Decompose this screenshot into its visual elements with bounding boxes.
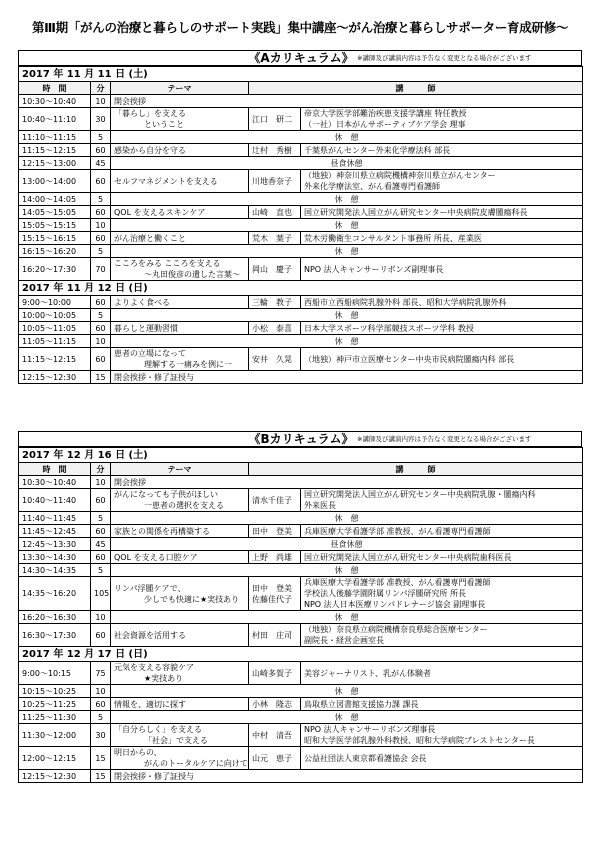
lecturer-name: 三輪 教子	[252, 297, 292, 307]
minutes-cell: 5	[91, 564, 111, 577]
minutes-cell: 15	[91, 770, 111, 783]
theme-cell	[111, 322, 249, 335]
lecturer-name-cell	[249, 108, 301, 131]
schedule-row	[19, 724, 583, 747]
theme-line: ★実技あり	[144, 674, 184, 683]
lecturer-name: 江口 研二	[252, 114, 292, 124]
minutes-cell: 5	[91, 512, 111, 525]
theme-line: 一患者の選択を支える	[144, 501, 224, 510]
minutes-cell: 75	[91, 662, 111, 685]
affiliation-cell	[301, 698, 583, 711]
minutes-cell: 45	[91, 157, 111, 170]
theme-line: 「自分らしく」を支える	[114, 725, 202, 734]
affiliation-line: NPO 法人日本医療リンパドレナージ協会 副理事長	[304, 600, 486, 609]
lecturer-name-cell	[249, 525, 301, 538]
minutes-cell: 60	[91, 698, 111, 711]
affiliation-cell	[301, 322, 583, 335]
lecturer-name-cell	[249, 489, 301, 512]
minutes-cell: 60	[91, 348, 111, 371]
day-date: 2017 年 12 月 17 日 (日)	[19, 647, 583, 662]
schedule-table-a	[18, 66, 583, 384]
theme-line: がんになっても子供がほしい	[114, 490, 218, 499]
affiliation-cell	[301, 525, 583, 538]
affiliation-line: 荒木労働衛生コンサルタント事務所 所長、産業医	[304, 233, 482, 243]
time-cell: 10:25〜11:25	[19, 698, 91, 711]
theme-line: 感染から自分を守る	[114, 145, 186, 155]
theme-line: QOL を支えるスキンケア	[114, 207, 206, 217]
theme-cell	[111, 770, 583, 783]
affiliation-line: 兵庫医療大学看護学部 准教授、がん看護専門看護師	[304, 578, 491, 587]
schedule-row	[19, 108, 583, 131]
theme-line: 元気を支える容貌ケア	[114, 663, 194, 672]
time-cell: 12:00〜12:15	[19, 747, 91, 770]
lecturer-name-cell	[249, 724, 301, 747]
minutes-cell: 5	[91, 245, 111, 258]
theme-cell	[111, 108, 249, 131]
col-header-lecturer: 講 師	[249, 463, 583, 476]
curriculum-b-banner	[18, 431, 582, 447]
schedule-row	[19, 711, 583, 724]
break-cell: 休 憩	[111, 193, 583, 206]
affiliation-cell	[301, 551, 583, 564]
theme-line: がんのトータルケアに向けて	[144, 759, 248, 768]
theme-line: がん治療と働くこと	[114, 233, 186, 243]
schedule-row	[19, 232, 583, 245]
time-cell: 12:15〜12:30	[19, 371, 91, 384]
time-cell: 13:30〜14:30	[19, 551, 91, 564]
break-cell: 休 憩	[111, 219, 583, 232]
theme-line: 開会挨拶	[114, 477, 146, 487]
minutes-cell: 5	[91, 131, 111, 144]
affiliation-line: 鳥取県立図書館支援協力課 課長	[304, 699, 419, 709]
affiliation-line: 外来医長	[304, 501, 336, 510]
curriculum-name: 《Aカリキュラム》	[248, 51, 354, 65]
time-cell: 16:15〜16:20	[19, 245, 91, 258]
affiliation-cell	[301, 108, 583, 131]
affiliation-cell	[301, 170, 583, 193]
affiliation-line: 国立研究開発法人国立がん研究センター中央病院皮膚腫瘍科長	[304, 207, 528, 217]
minutes-cell: 15	[91, 747, 111, 770]
theme-line: 患者の立場になって	[114, 349, 186, 358]
header-row	[19, 82, 583, 95]
minutes-cell: 45	[91, 538, 111, 551]
col-header-time: 時 間	[19, 463, 91, 476]
time-cell: 10:40〜11:40	[19, 489, 91, 512]
affiliation-cell	[301, 232, 583, 245]
minutes-cell: 30	[91, 108, 111, 131]
theme-line: 「暮らし」を支える	[114, 109, 186, 118]
schedule-row	[19, 371, 583, 384]
schedule-row	[19, 564, 583, 577]
col-header-time: 時 間	[19, 82, 91, 95]
lecturer-name-cell	[249, 698, 301, 711]
lecturer-name: 佐藤佳代子	[252, 594, 292, 604]
break-cell: 休 憩	[111, 564, 583, 577]
time-cell: 10:15〜10:25	[19, 685, 91, 698]
theme-line: 開会挨拶	[114, 96, 146, 106]
affiliation-cell	[301, 348, 583, 371]
theme-cell	[111, 476, 583, 489]
schedule-row	[19, 611, 583, 624]
schedule-row	[19, 258, 583, 281]
minutes-cell: 60	[91, 489, 111, 512]
affiliation-line: 学校法人後藤学園附属リンパ浮腫研究所 所長	[304, 589, 466, 598]
theme-line: 少しでも快適に★実技あり	[144, 594, 240, 604]
schedule-row	[19, 157, 583, 170]
theme-line: 〜丸田俊彦の遺した言葉〜	[144, 270, 240, 279]
curriculum-a-banner	[18, 50, 582, 66]
lecturer-name: 辻村 秀樹	[252, 145, 292, 155]
schedule-row	[19, 193, 583, 206]
lecturer-name-cell	[249, 170, 301, 193]
lecturer-name: 山崎 直也	[252, 207, 292, 217]
time-cell: 11:25〜11:30	[19, 711, 91, 724]
date-row	[19, 647, 583, 662]
schedule-row	[19, 512, 583, 525]
theme-line: ということ	[144, 120, 184, 129]
affiliation-cell	[301, 296, 583, 309]
break-cell: 休 憩	[111, 245, 583, 258]
time-cell: 10:30〜10:40	[19, 95, 91, 108]
schedule-row	[19, 219, 583, 232]
minutes-cell: 60	[91, 296, 111, 309]
theme-line: 家族との関係を再構築する	[114, 526, 210, 536]
lecturer-name-cell	[249, 232, 301, 245]
minutes-cell: 10	[91, 335, 111, 348]
affiliation-line: （地独）奈良県立病院機構奈良県総合医療センター	[304, 625, 488, 634]
lecturer-name: 岡山 慶子	[252, 264, 292, 274]
time-cell: 10:05〜11:05	[19, 322, 91, 335]
time-cell: 14:05〜15:05	[19, 206, 91, 219]
lecturer-name-cell	[249, 747, 301, 770]
minutes-cell: 60	[91, 232, 111, 245]
time-cell: 12:15〜12:30	[19, 770, 91, 783]
theme-line: QOL を支える口腔ケア	[114, 552, 198, 562]
minutes-cell: 5	[91, 309, 111, 322]
schedule-row	[19, 577, 583, 611]
break-cell: 休 憩	[111, 335, 583, 348]
lecturer-name: 上野 尚雄	[252, 552, 292, 562]
day-date: 2017 年 11 月 12 日 (日)	[19, 281, 583, 296]
lecturer-name: 小松 泰喜	[252, 323, 292, 333]
theme-cell	[111, 258, 249, 281]
lecturer-name-cell	[249, 348, 301, 371]
schedule-row	[19, 747, 583, 770]
theme-cell	[111, 348, 249, 371]
time-cell: 15:05〜15:15	[19, 219, 91, 232]
affiliation-cell	[301, 258, 583, 281]
theme-cell	[111, 662, 249, 685]
lecturer-name: 安井 久晃	[252, 354, 292, 364]
affiliation-line: 国立研究開発法人国立がん研究センター中央病院乳腺・腫瘍内科	[304, 490, 536, 499]
affiliation-line: 兵庫医療大学看護学部 准教授、がん看護専門看護師	[304, 526, 491, 536]
time-cell: 16:20〜17:30	[19, 258, 91, 281]
break-cell: 休 憩	[111, 309, 583, 322]
day-date: 2017 年 12 月 16 日 (土)	[19, 448, 583, 463]
lecturer-name: 清水千佳子	[252, 495, 292, 505]
schedule-row	[19, 685, 583, 698]
schedule-row	[19, 245, 583, 258]
affiliation-line: （地独）神奈川県立病院機構神奈川県立がんセンター	[304, 171, 496, 180]
lecturer-name-cell	[249, 624, 301, 647]
lecturer-name: 山崎多賀子	[252, 668, 292, 678]
break-cell: 休 憩	[111, 611, 583, 624]
lecturer-name: 荒木 葉子	[252, 233, 292, 243]
affiliation-line: （地独）神戸市立医療センター中央市民病院腫瘍内科 部長	[304, 354, 515, 364]
theme-line: こころをみる こころを支える	[114, 259, 221, 268]
time-cell: 16:20〜16:30	[19, 611, 91, 624]
affiliation-line: NPO 法人キャンサーリボンズ理事長	[304, 725, 436, 734]
affiliation-line: 国立研究開発法人国立がん研究センター中央病院歯科医長	[304, 552, 512, 562]
lecturer-name-cell	[249, 322, 301, 335]
time-cell: 11:40〜11:45	[19, 512, 91, 525]
time-cell: 12:15〜13:00	[19, 157, 91, 170]
affiliation-cell	[301, 747, 583, 770]
day-date: 2017 年 11 月 11 日 (土)	[19, 67, 583, 82]
minutes-cell: 5	[91, 193, 111, 206]
minutes-cell: 10	[91, 685, 111, 698]
minutes-cell: 70	[91, 258, 111, 281]
schedule-table-b	[18, 447, 583, 783]
affiliation-line: 外来化学療法室、がん看護専門看護師	[304, 182, 440, 191]
theme-line: リンパ浮腫ケアで、	[114, 583, 186, 593]
date-row	[19, 281, 583, 296]
lecturer-name: 田中 登美	[252, 526, 292, 536]
schedule-row	[19, 489, 583, 512]
theme-cell	[111, 624, 249, 647]
affiliation-cell	[301, 724, 583, 747]
schedule-row	[19, 322, 583, 335]
curriculum-name: 《Bカリキュラム》	[248, 432, 354, 446]
affiliation-line: 副院長・経営企画室長	[304, 636, 384, 645]
affiliation-cell	[301, 624, 583, 647]
minutes-cell: 60	[91, 206, 111, 219]
lecturer-name-cell	[249, 258, 301, 281]
affiliation-line: 公益社団法人東京都看護協会 会長	[304, 753, 427, 763]
affiliation-line: 美容ジャーナリスト、乳がん体験者	[304, 668, 431, 678]
time-cell: 11:45〜12:45	[19, 525, 91, 538]
schedule-row	[19, 309, 583, 322]
minutes-cell: 30	[91, 724, 111, 747]
time-cell: 10:40〜11:10	[19, 108, 91, 131]
minutes-cell: 10	[91, 476, 111, 489]
col-header-theme: テーマ	[111, 82, 249, 95]
theme-line: 閉会挨拶・修了証授与	[114, 771, 194, 781]
lecturer-name: 山元 恵子	[252, 753, 292, 763]
affiliation-line: 日本大学スポーツ科学部競技スポーツ学科 教授	[304, 323, 474, 333]
minutes-cell: 60	[91, 551, 111, 564]
lecturer-name-cell	[249, 577, 301, 611]
lecturer-name: 小林 隆志	[252, 699, 292, 709]
schedule-row	[19, 95, 583, 108]
theme-line: 閉会挨拶・修了証授与	[114, 372, 194, 382]
theme-cell	[111, 551, 249, 564]
time-cell: 11:15〜12:15	[19, 348, 91, 371]
affiliation-cell	[301, 206, 583, 219]
time-cell: 15:15〜16:15	[19, 232, 91, 245]
schedule-row	[19, 551, 583, 564]
col-header-lecturer: 講 師	[249, 82, 583, 95]
col-header-minutes: 分	[91, 463, 111, 476]
time-cell: 14:35〜16:20	[19, 577, 91, 611]
theme-line: 明日からの、	[114, 748, 162, 757]
lecturer-name: 川地香奈子	[252, 176, 292, 186]
affiliation-line: 西船市立西船病院乳腺外科 部長、昭和大学病院乳腺外科	[304, 297, 507, 307]
break-cell: 休 憩	[111, 711, 583, 724]
affiliation-cell	[301, 662, 583, 685]
lecturer-name-cell	[249, 296, 301, 309]
theme-cell	[111, 724, 249, 747]
affiliation-line: NPO 法人キャンサーリボンズ副理事長	[304, 264, 444, 274]
lecturer-name-cell	[249, 206, 301, 219]
time-cell: 14:00〜14:05	[19, 193, 91, 206]
header-row	[19, 463, 583, 476]
affiliation-line: 千葉県がんセンター外来化学療法科 部長	[304, 145, 451, 155]
lecturer-name: 田中 登美	[252, 583, 292, 593]
lecturer-name-cell	[249, 662, 301, 685]
schedule-row	[19, 770, 583, 783]
schedule-row	[19, 662, 583, 685]
schedule-row	[19, 525, 583, 538]
schedule-row	[19, 296, 583, 309]
schedule-row	[19, 335, 583, 348]
time-cell: 14:30〜14:35	[19, 564, 91, 577]
theme-line: 社会資源を活用する	[114, 630, 186, 640]
theme-cell	[111, 296, 249, 309]
theme-line: 情報を、適切に探す	[114, 699, 186, 709]
time-cell: 11:05〜11:15	[19, 335, 91, 348]
time-cell: 13:00〜14:00	[19, 170, 91, 193]
theme-cell	[111, 577, 249, 611]
minutes-cell: 10	[91, 611, 111, 624]
theme-cell	[111, 371, 583, 384]
theme-cell	[111, 170, 249, 193]
schedule-row	[19, 348, 583, 371]
date-row	[19, 448, 583, 463]
minutes-cell: 60	[91, 525, 111, 538]
minutes-cell: 15	[91, 371, 111, 384]
theme-cell	[111, 95, 583, 108]
break-cell: 休 憩	[111, 512, 583, 525]
curriculum-note: ※講師及び講演内容は予告なく変更となる場合がございます	[357, 54, 532, 62]
theme-line: よりよく食べる	[114, 297, 170, 307]
schedule-row	[19, 144, 583, 157]
col-header-minutes: 分	[91, 82, 111, 95]
theme-cell	[111, 698, 249, 711]
break-cell: 昼食休憩	[111, 538, 583, 551]
time-cell: 12:45〜13:30	[19, 538, 91, 551]
minutes-cell: 60	[91, 170, 111, 193]
affiliation-line: （一社）日本がんサポーティブケア学会 理事	[304, 120, 466, 129]
theme-cell	[111, 489, 249, 512]
minutes-cell: 10	[91, 219, 111, 232]
minutes-cell: 105	[91, 577, 111, 611]
lecturer-name-cell	[249, 144, 301, 157]
time-cell: 16:30〜17:30	[19, 624, 91, 647]
theme-line: 理解する一痛みを例に一	[144, 360, 232, 369]
date-row	[19, 67, 583, 82]
theme-cell	[111, 747, 249, 770]
theme-cell	[111, 232, 249, 245]
time-cell: 10:30〜10:40	[19, 476, 91, 489]
schedule-row	[19, 206, 583, 219]
theme-cell	[111, 525, 249, 538]
lecturer-name: 中村 清吾	[252, 730, 292, 740]
time-cell: 11:30〜12:00	[19, 724, 91, 747]
schedule-row	[19, 170, 583, 193]
theme-line: セルフマネジメントを支える	[114, 176, 218, 186]
minutes-cell: 60	[91, 624, 111, 647]
time-cell: 9:00〜10:15	[19, 662, 91, 685]
schedule-row	[19, 538, 583, 551]
curriculum-note: ※講師及び講演内容は予告なく変更となる場合がございます	[357, 435, 532, 443]
time-cell: 11:15〜12:15	[19, 144, 91, 157]
break-cell: 昼食休憩	[111, 157, 583, 170]
lecturer-name: 村田 庄司	[252, 630, 292, 640]
page-title: 第Ⅲ期「がんの治療と暮らしのサポート実践」集中講座〜がん治療と暮らしサポーター育成研修〜	[31, 20, 569, 35]
minutes-cell: 10	[91, 95, 111, 108]
col-header-theme: テーマ	[111, 463, 249, 476]
break-cell: 休 憩	[111, 131, 583, 144]
lecturer-name-cell	[249, 551, 301, 564]
theme-cell	[111, 206, 249, 219]
theme-cell	[111, 144, 249, 157]
theme-line: 「社会」で支える	[144, 736, 208, 745]
schedule-row	[19, 476, 583, 489]
break-cell: 休 憩	[111, 685, 583, 698]
affiliation-cell	[301, 577, 583, 611]
affiliation-cell	[301, 489, 583, 512]
affiliation-line: 帝京大学医学部難治疾患支援学講座 特任教授	[304, 109, 467, 118]
minutes-cell: 5	[91, 711, 111, 724]
affiliation-cell	[301, 144, 583, 157]
schedule-row	[19, 698, 583, 711]
minutes-cell: 60	[91, 322, 111, 335]
theme-line: 暮らしと運動習慣	[114, 323, 178, 333]
time-cell: 11:10〜11:15	[19, 131, 91, 144]
minutes-cell: 60	[91, 144, 111, 157]
time-cell: 10:00〜10:05	[19, 309, 91, 322]
schedule-row	[19, 624, 583, 647]
schedule-row	[19, 131, 583, 144]
time-cell: 9:00〜10:00	[19, 296, 91, 309]
affiliation-line: 昭和大学医学部乳腺外科教授、昭和大学病院ブレストセンター長	[304, 736, 535, 745]
